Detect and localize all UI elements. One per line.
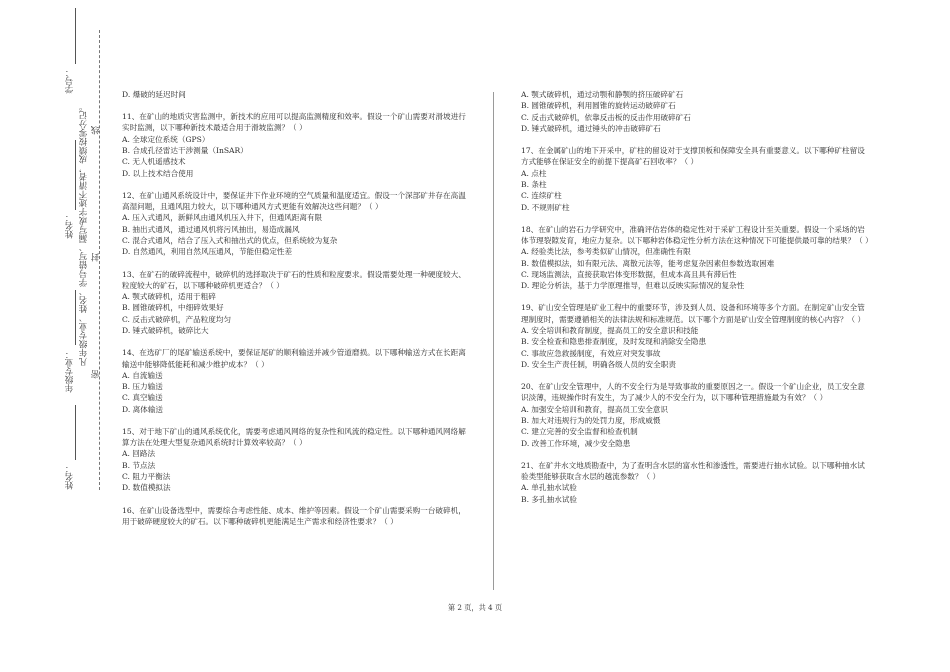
answer-option[interactable]: A. 经验类比法，参考类似矿山情况，但准确性有限 — [521, 247, 691, 257]
question-stem: 16、在矿山设备选型中，需要综合考虑性能、成本、维护等因素。假设一个矿山需要采购一台破碎机，用于破碎硬度较大的矿石。以下哪种破碎机更能满足生产需求和经济性要求？（ ） — [122, 505, 466, 526]
answer-option[interactable]: C. 反击式破碎机，依靠反击板的反击作用破碎矿石 — [521, 112, 691, 122]
question-stem: 19、矿山安全管理是矿业工程中的重要环节，涉及到人员、设备和环境等多个方面。在制定矿山安全管理制度时，需要遵循相关的法律法规和标准规范。以下哪个方面是矿山安全管理制度的核心内容？（ ） — [521, 303, 866, 324]
answer-option[interactable]: D. 锤式破碎机，破碎比大 — [122, 326, 209, 336]
answer-option[interactable]: D. 爆破的延迟时间 — [122, 90, 186, 99]
question-stem: 18、在矿山的岩石力学研究中，准确评估岩体的稳定性对于采矿工程设计至关重要。假设一个采场的岩体节理裂隙发育，地应力复杂。以下哪种岩体稳定性分析方法在这种情况下可能提供最可靠的结果？（ ） — [521, 224, 873, 246]
answer-option[interactable]: A. 颚式破碎机，适用于粗碎 — [122, 292, 216, 302]
answer-option[interactable]: B. 加大对违规行为的处罚力度，形成威慑 — [521, 415, 661, 425]
question-stem: 20、在矿山安全管理中，人的不安全行为是导致事故的重要原因之一。假设一个矿山企业，员工安全意识淡薄，违规操作时有发生，为了减少人的不安全行为，以下哪种管理措施最为有效？（ ） — [521, 382, 865, 403]
school-label: 姓名： — [65, 464, 75, 490]
question-stem: 11、在矿山的地质灾害监测中，新技术的应用可以提高监测精度和效率。假设一个矿山需要对滑坡进行实时监测，以下哪种新技术最适合用于滑坡监测？（ ） — [122, 112, 466, 133]
answer-option[interactable]: B. 条柱 — [521, 179, 547, 189]
answer-option[interactable]: C. 事故应急救援制度，有效应对突发事故 — [521, 348, 661, 358]
right-question-column — [521, 89, 871, 516]
question-q20 — [521, 381, 871, 449]
answer-option[interactable]: C. 连续矿柱 — [521, 191, 562, 201]
answer-option[interactable]: B. 压力输送 — [122, 382, 163, 392]
seal-mark-secret: 密 — [91, 370, 101, 379]
answer-option[interactable]: C. 无人机遥感技术 — [122, 157, 186, 167]
answer-option[interactable]: B. 多孔抽水试验 — [521, 494, 577, 504]
answer-option[interactable]: A. 回路法 — [122, 449, 156, 459]
answer-option[interactable]: C. 混合式通风，结合了压入式和抽出式的优点，但系统较为复杂 — [122, 236, 338, 246]
question-q17 — [521, 145, 871, 213]
answer-option[interactable]: A. 单孔抽水试验 — [521, 483, 577, 493]
name-label: 姓名： — [65, 213, 75, 239]
question-stem: 17、在金属矿山的地下开采中，矿柱的留设对于支撑顶板和保障安全具有重要意义。以下哪种矿柱留设方式能够在保证安全的前提下提高矿石回收率？（ ） — [521, 146, 865, 167]
name-field[interactable] — [75, 140, 76, 210]
question-q11 — [122, 111, 467, 179]
answer-option[interactable]: C. 阻力平衡法 — [122, 472, 171, 482]
answer-option[interactable]: C. 建立完善的安全监督和检查机制 — [521, 427, 638, 437]
binding-margin — [0, 0, 118, 672]
question-q13 — [122, 269, 467, 337]
answer-option[interactable]: D. 锤式破碎机，通过锤头的冲击破碎矿石 — [521, 123, 661, 133]
answer-option[interactable]: C. 反击式破碎机，产品粒度均匀 — [122, 314, 232, 324]
question-stem: 14、在选矿厂的尾矿输送系统中，要保证尾矿的顺利输送并减少管道磨损。以下哪种输送方式在长距离输送中能够降低能耗和减少维护成本？（ ） — [122, 348, 466, 369]
answer-option[interactable]: D. 以上技术结合使用 — [122, 168, 194, 178]
question-q12 — [122, 190, 467, 258]
question-q14 — [122, 347, 467, 415]
answer-option[interactable]: A. 点柱 — [521, 168, 547, 178]
question-q16 — [122, 505, 467, 528]
answer-option[interactable]: D. 离体输送 — [122, 404, 164, 414]
school-field[interactable] — [75, 405, 76, 460]
seal-mark-seal: 封 — [91, 253, 101, 262]
answer-option[interactable]: C. 现场监测法，直接获取岩体变形数据，但成本高且具有滞后性 — [521, 269, 737, 279]
answer-option[interactable]: B. 合成孔径雷达干涉测量（InSAR） — [122, 146, 248, 156]
answer-option[interactable]: C. 真空输送 — [122, 393, 163, 403]
answer-option[interactable]: A. 安全培训和教育制度，提高员工的安全意识和技能 — [521, 326, 699, 336]
instruction-text: 凡年级专业、姓名、学号错写、漏写或字迹不清者，成绩按零分记。 — [79, 102, 89, 366]
question-q16opts — [521, 89, 871, 134]
answer-option[interactable]: B. 抽出式通风，通过通风机将污风抽出，易造成漏风 — [122, 224, 300, 234]
answer-option[interactable]: D. 自然通风，利用自然风压通风，节能但稳定性差 — [122, 247, 293, 257]
question-stem: 21、在矿井水文地质勘查中，为了查明含水层的富水性和渗透性，需要进行抽水试验。以下哪种抽水试验类型能够获取含水层的越流参数？（ ） — [521, 460, 865, 482]
student-no-field[interactable] — [75, 8, 76, 64]
question-stem: 13、在矿石的破碎流程中，破碎机的选择取决于矿石的性质和粒度要求。假设需要处理一种硬度较大、粒度较大的矿石，以下哪种破碎机更适合？（ ） — [122, 269, 466, 290]
answer-option[interactable]: D. 改善工作环境，减少安全隐患 — [521, 438, 631, 448]
left-question-column — [122, 89, 467, 538]
answer-option[interactable]: A. 加强安全培训和教育，提高员工安全意识 — [521, 404, 668, 414]
question-q15 — [122, 426, 467, 494]
student-no-label: 学号： — [65, 68, 75, 94]
question-q19 — [521, 302, 871, 370]
answer-option[interactable]: B. 节点法 — [122, 460, 156, 470]
question-q10d — [122, 89, 467, 100]
column-divider — [493, 92, 494, 590]
answer-option[interactable]: A. 全球定位系统（GPS） — [122, 134, 210, 144]
page-footer: 第 2 页，共 4 页 — [447, 603, 503, 612]
question-q18 — [521, 224, 871, 292]
answer-option[interactable]: D. 安全生产责任制，明确各级人员的安全职责 — [521, 359, 676, 369]
answer-option[interactable]: B. 安全检查和隐患排查制度，及时发现和消除安全隐患 — [521, 337, 707, 347]
question-stem: 12、在矿山通风系统设计中，要保证井下作业环境的空气质量和温度适宜。假设一个深部矿井存在高温高湿问题，且通风阻力较大，以下哪种通风方式更能有效解决这些问题？（ ） — [122, 190, 466, 212]
seal-mark-line: 线 — [91, 126, 101, 135]
answer-option[interactable]: D. 数值模拟法 — [122, 483, 171, 493]
answer-option[interactable]: D. 理论分析法，基于力学原理推导，但难以反映实际情况的复杂性 — [521, 281, 745, 291]
answer-option[interactable]: B. 数值模拟法，如有限元法、离散元法等，能考虑复杂因素但参数选取困难 — [521, 258, 775, 268]
answer-option[interactable]: D. 不规则矿柱 — [521, 202, 570, 212]
grade-field[interactable] — [75, 290, 76, 345]
answer-option[interactable]: A. 颚式破碎机，通过动颚和静颚的挤压破碎矿石 — [521, 90, 684, 99]
question-q21 — [521, 460, 871, 505]
answer-option[interactable]: B. 圆锥破碎机，利用圆锥的旋转运动破碎矿石 — [521, 101, 676, 111]
answer-option[interactable]: A. 自流输送 — [122, 370, 163, 380]
question-stem: 15、对于地下矿山的通风系统优化，需要考虑通风网络的复杂性和风流的稳定性。以下哪种通风网络解算方法在处理大型复杂通风系统时计算效率较高？（ ） — [122, 426, 466, 448]
answer-option[interactable]: A. 压入式通风，新鲜风由通风机压入井下，但通风距离有限 — [122, 213, 323, 223]
answer-option[interactable]: B. 圆锥破碎机，中细碎效果好 — [122, 303, 224, 313]
grade-label: 年级专业： — [65, 350, 75, 393]
